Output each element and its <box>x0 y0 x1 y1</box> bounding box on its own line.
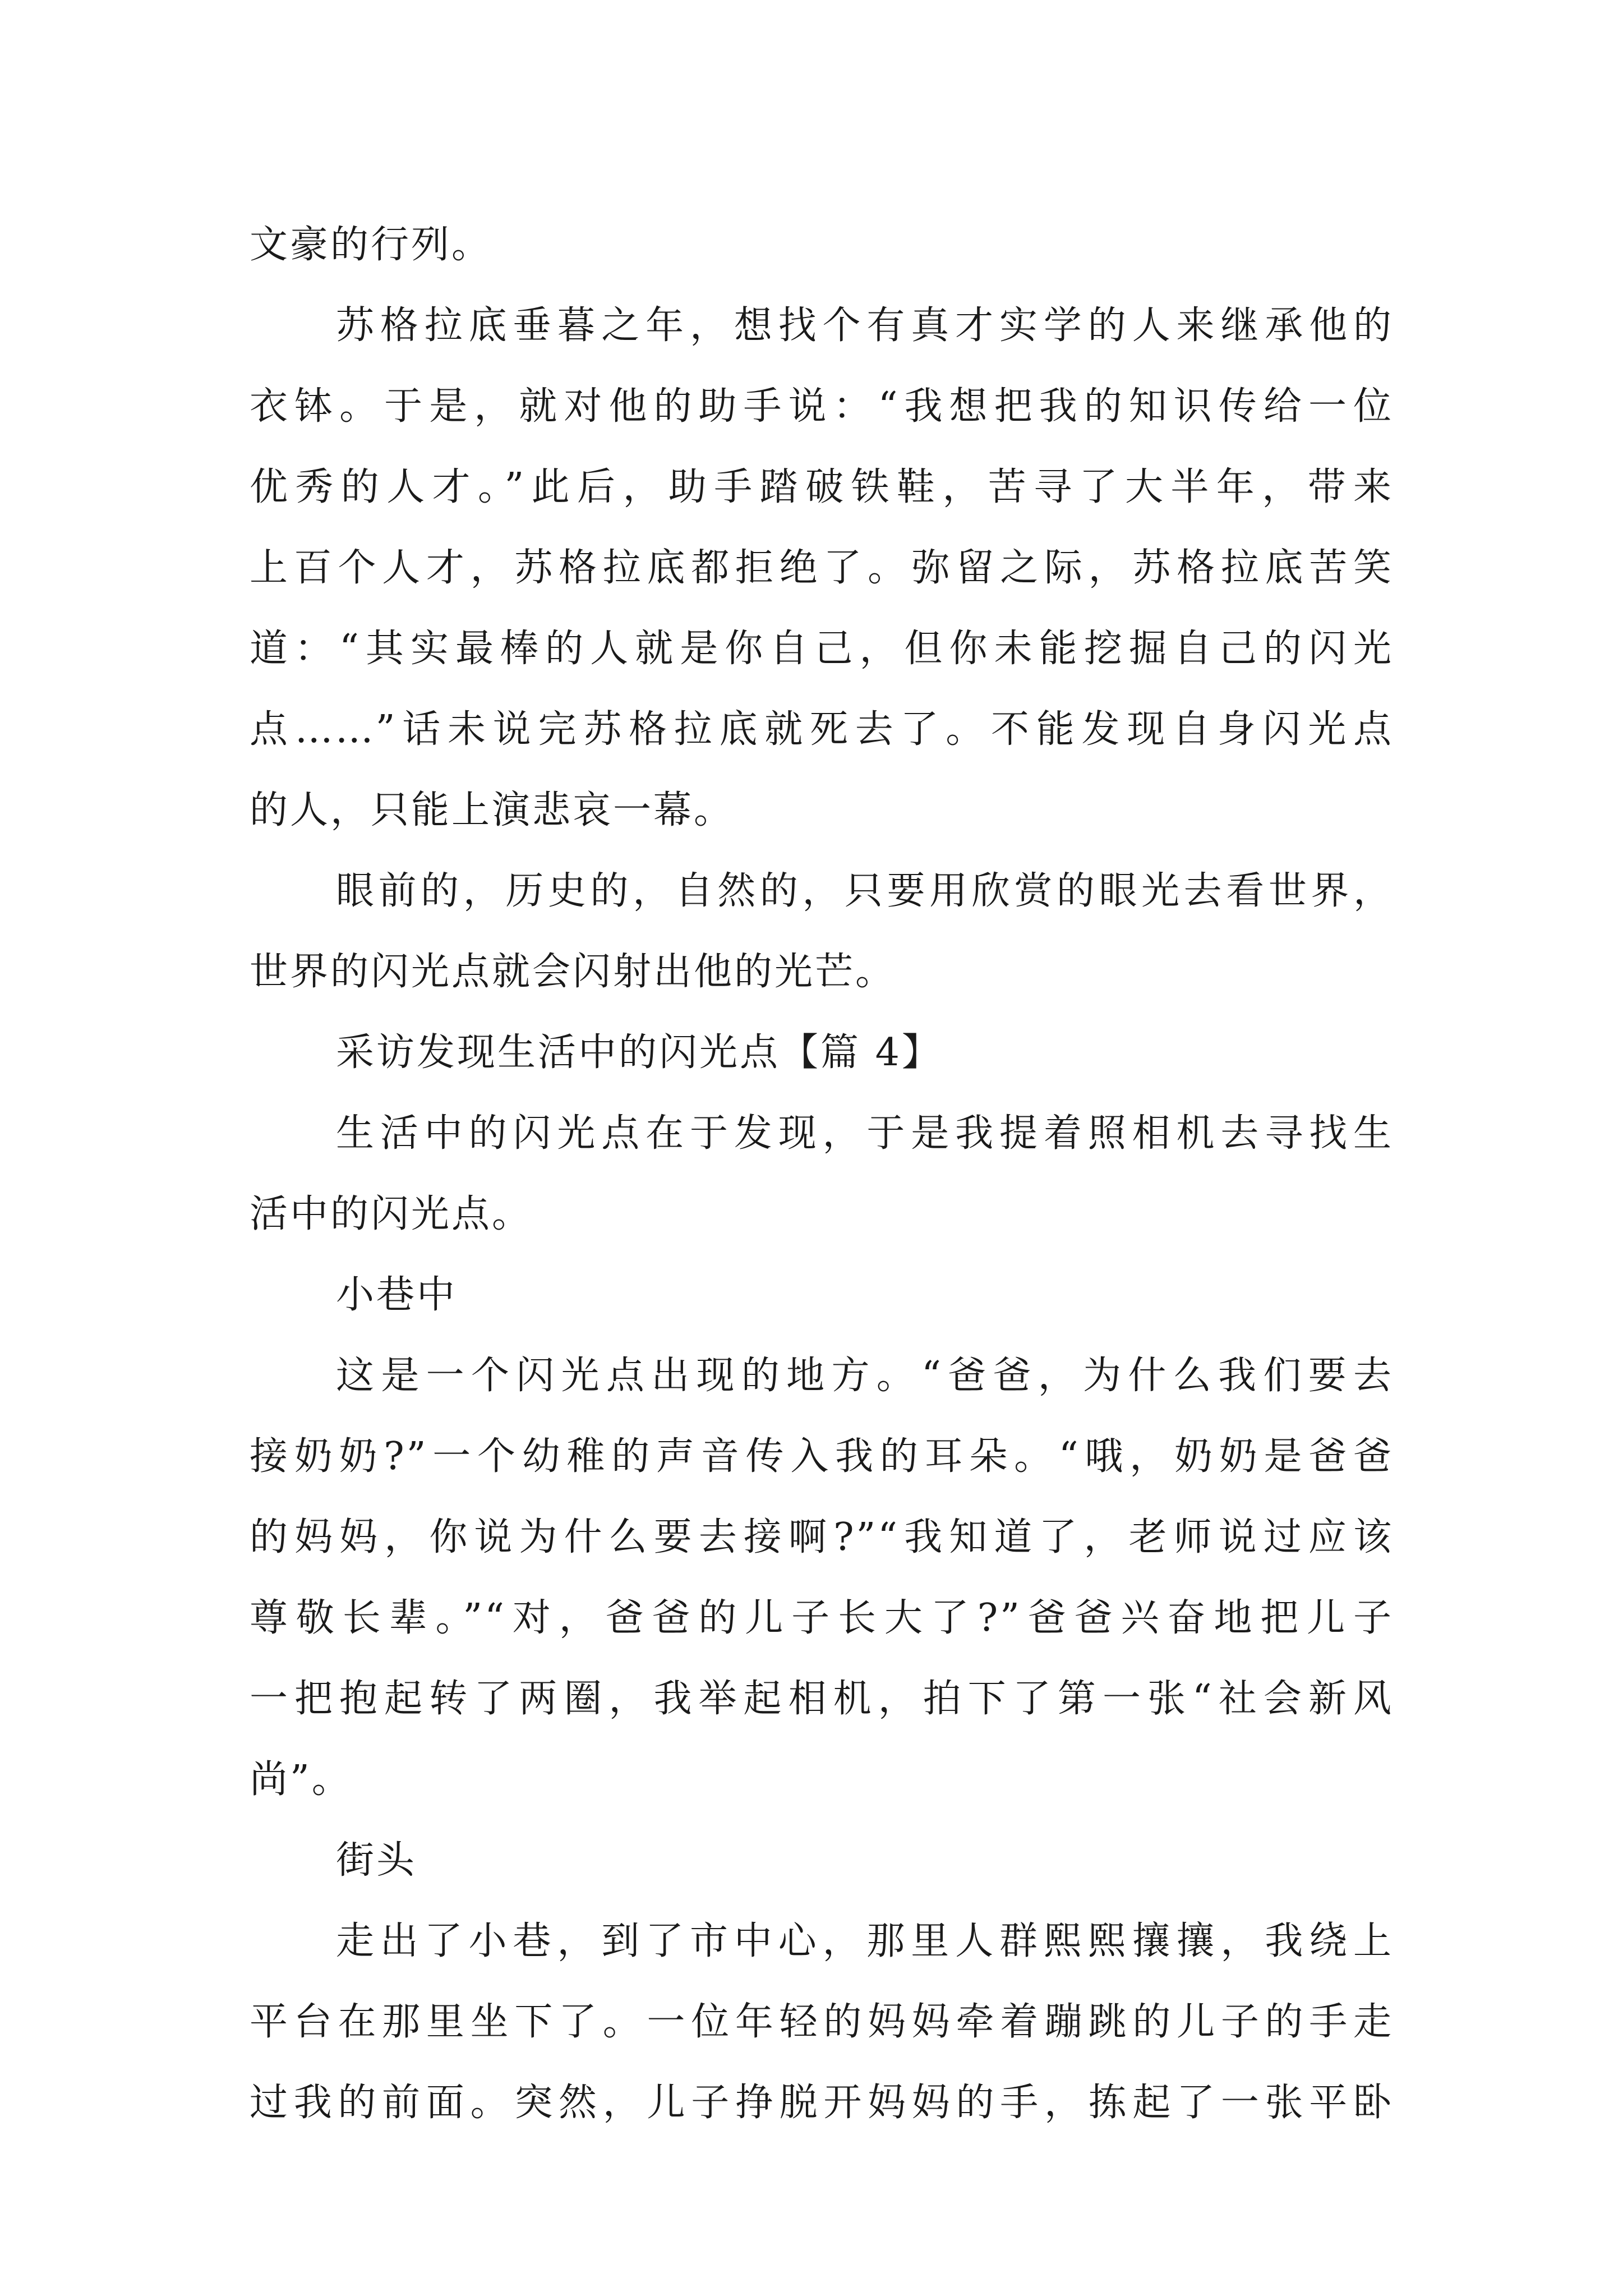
text-line: 平台在那里坐下了。一位年轻的妈妈牵着蹦跳的儿子的手走 <box>250 2000 1394 2044</box>
text-line: 道：“其实最棒的人就是你自己，但你未能挖掘自己的闪光 <box>250 627 1394 671</box>
text-line: 尚”。 <box>250 1757 352 1802</box>
paragraph-start-line: 生活中的闪光点在于发现，于是我提着照相机去寻找生 <box>336 1111 1394 1156</box>
text-line: 优秀的人才。”此后，助手踏破铁鞋，苦寻了大半年，带来 <box>250 465 1394 509</box>
text-line: 尊敬长辈。”“对，爸爸的儿子长大了?”爸爸兴奋地把儿子 <box>250 1596 1394 1640</box>
text-line: 上百个人才，苏格拉底都拒绝了。弥留之际，苏格拉底苦笑 <box>250 546 1394 590</box>
text-line: 活中的闪光点。 <box>250 1192 533 1236</box>
paragraph-start-line: 苏格拉底垂暮之年，想找个有真才实学的人来继承他的 <box>336 303 1394 348</box>
text-line: 的人，只能上演悲哀一幕。 <box>250 788 735 832</box>
text-line: 一把抱起转了两圈，我举起相机，拍下了第一张“社会新风 <box>250 1677 1394 1721</box>
text-line: 世界的闪光点就会闪射出他的光芒。 <box>250 950 896 994</box>
text-line: 过我的前面。突然，儿子挣脱开妈妈的手，拣起了一张平卧 <box>250 2081 1394 2125</box>
paragraph-start-line: 这是一个闪光点出现的地方。“爸爸，为什么我们要去 <box>336 1354 1394 1398</box>
document-body <box>250 205 1394 2143</box>
text-line: 点……”话未说完苏格拉底就死去了。不能发现自身闪光点 <box>250 707 1394 752</box>
section-heading: 采访发现生活中的闪光点【篇 4】 <box>336 1030 942 1075</box>
text-line: 的妈妈，你说为什么要去接啊?”“我知道了，老师说过应该 <box>250 1515 1394 1559</box>
paragraph-start-line: 走出了小巷，到了市中心，那里人群熙熙攘攘，我绕上 <box>336 1919 1394 1963</box>
text-line: 接奶奶?”一个幼稚的声音传入我的耳朵。“哦，奶奶是爸爸 <box>250 1434 1394 1479</box>
subheading: 街头 <box>336 1838 417 1883</box>
text-line: 文豪的行列。 <box>250 223 492 267</box>
text-line: 衣钵。于是，就对他的助手说：“我想把我的知识传给一位 <box>250 384 1394 429</box>
paragraph-start-line: 眼前的，历史的，自然的，只要用欣赏的眼光去看世界， <box>336 869 1394 913</box>
subheading: 小巷中 <box>336 1273 458 1317</box>
